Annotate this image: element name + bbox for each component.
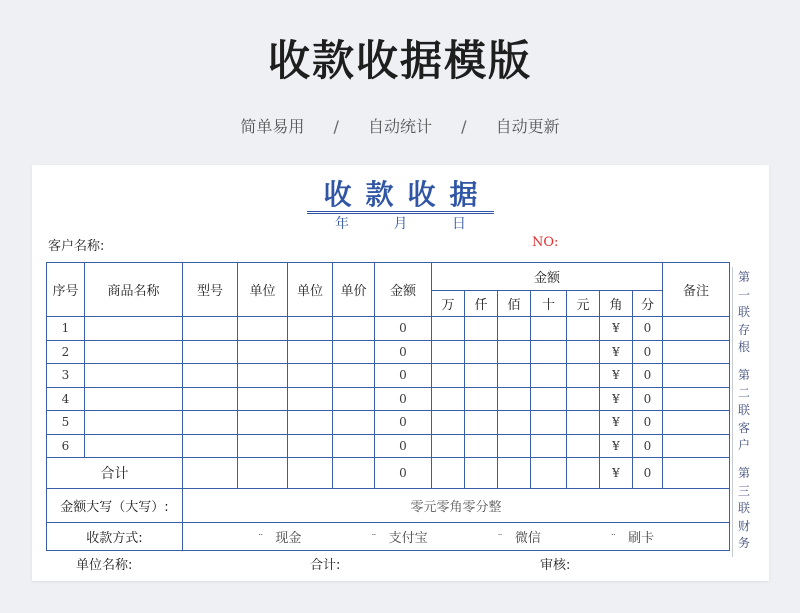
row-yen: ¥ <box>600 434 633 458</box>
payment-wechat-checkbox[interactable]: ¨ 微信 <box>497 531 541 546</box>
table-row <box>47 340 730 364</box>
row-yen: ¥ <box>600 411 633 435</box>
header-amount: 金额 <box>375 263 432 317</box>
payment-row <box>47 523 730 551</box>
cell-unit[interactable] <box>238 387 288 411</box>
feature-auto-stat: 自动统计 <box>367 117 432 136</box>
total-yen: ¥ <box>600 458 633 489</box>
customer-label: 客户名称: <box>48 239 105 254</box>
row-amount: 0 <box>375 364 432 388</box>
feature-auto-update: 自动更新 <box>495 117 560 136</box>
row-fen: 0 <box>633 364 663 388</box>
header-unit: 单位 <box>238 263 288 317</box>
row-seq: 2 <box>47 340 85 364</box>
cell-price[interactable] <box>333 340 375 364</box>
capital-label: 金额大写（大写）: <box>47 489 183 523</box>
header-unit: 单位 <box>288 263 333 317</box>
receipt-title: 收款收据 <box>32 173 769 213</box>
cell-unit[interactable] <box>288 317 333 341</box>
payment-alipay-checkbox[interactable]: ¨ 支付宝 <box>371 531 428 546</box>
total-row <box>47 458 730 489</box>
page-headline: 收款收据模版 <box>267 36 532 85</box>
receipt-table <box>46 262 730 551</box>
table-row <box>47 387 730 411</box>
header-remark: 备注 <box>663 263 730 317</box>
cell-unit[interactable] <box>238 411 288 435</box>
receipt-date: 年 月 日 <box>335 216 466 232</box>
cell-product[interactable] <box>85 387 183 411</box>
row-amount: 0 <box>375 411 432 435</box>
row-fen: 0 <box>633 434 663 458</box>
header-product: 商品名称 <box>85 263 183 317</box>
row-seq: 1 <box>47 317 85 341</box>
cell-price[interactable] <box>333 387 375 411</box>
total-fen: 0 <box>633 458 663 489</box>
cell-model[interactable] <box>183 411 238 435</box>
copy-label-customer: 第 二 联 客 户 <box>737 368 750 452</box>
cell-unit[interactable] <box>238 434 288 458</box>
row-fen: 0 <box>633 317 663 341</box>
row-amount: 0 <box>375 317 432 341</box>
total-label: 合计 <box>47 458 183 489</box>
cell-model[interactable] <box>183 364 238 388</box>
cell-model[interactable] <box>183 387 238 411</box>
receipt-no-label: NO: <box>532 235 559 250</box>
cell-unit[interactable] <box>288 364 333 388</box>
cell-unit[interactable] <box>288 340 333 364</box>
digit-header: 十 <box>531 291 567 317</box>
copy-labels <box>732 267 755 557</box>
cell-unit[interactable] <box>238 364 288 388</box>
digit-header: 仟 <box>465 291 498 317</box>
capital-row <box>47 489 730 523</box>
row-fen: 0 <box>633 387 663 411</box>
cell-unit[interactable] <box>238 340 288 364</box>
row-fen: 0 <box>633 411 663 435</box>
cell-model[interactable] <box>183 317 238 341</box>
cell-price[interactable] <box>333 411 375 435</box>
row-seq: 6 <box>47 434 85 458</box>
cell-product[interactable] <box>85 411 183 435</box>
cell-product[interactable] <box>85 317 183 341</box>
cell-unit[interactable] <box>238 317 288 341</box>
cell-unit[interactable] <box>288 387 333 411</box>
table-row <box>47 434 730 458</box>
feature-easy: 简单易用 <box>240 117 305 136</box>
feature-line <box>0 114 800 137</box>
payment-card-checkbox[interactable]: ¨ 刷卡 <box>610 531 655 546</box>
footer-total: 合计: <box>310 558 341 573</box>
capital-amount: 零元零角零分整 <box>183 489 730 523</box>
payment-options <box>183 523 730 551</box>
cell-product[interactable] <box>85 364 183 388</box>
row-yen: ¥ <box>600 340 633 364</box>
table-row <box>47 364 730 388</box>
copy-label-finance: 第 三 联 财 务 <box>737 466 750 550</box>
row-seq: 4 <box>47 387 85 411</box>
receipt-sheet <box>32 165 769 581</box>
row-yen: ¥ <box>600 317 633 341</box>
header-amount-group: 金额 <box>432 263 663 291</box>
total-amount: 0 <box>375 458 432 489</box>
cell-unit[interactable] <box>288 434 333 458</box>
row-amount: 0 <box>375 387 432 411</box>
digit-header: 角 <box>600 291 633 317</box>
cell-remark[interactable] <box>663 434 730 458</box>
cell-remark[interactable] <box>663 387 730 411</box>
header-price: 单价 <box>333 263 375 317</box>
copy-label-stub: 第 一 联 存 根 <box>737 270 750 354</box>
cell-remark[interactable] <box>663 411 730 435</box>
cell-product[interactable] <box>85 340 183 364</box>
digit-header: 分 <box>633 291 663 317</box>
cell-remark[interactable] <box>663 317 730 341</box>
digit-header: 佰 <box>498 291 531 317</box>
digit-header: 万 <box>432 291 465 317</box>
table-row <box>47 411 730 435</box>
cell-product[interactable] <box>85 434 183 458</box>
row-amount: 0 <box>375 340 432 364</box>
cell-remark[interactable] <box>663 340 730 364</box>
cell-unit[interactable] <box>288 411 333 435</box>
cell-price[interactable] <box>333 364 375 388</box>
table-row <box>47 317 730 341</box>
header-seq: 序号 <box>47 263 85 317</box>
cell-price[interactable] <box>333 317 375 341</box>
row-yen: ¥ <box>600 387 633 411</box>
cell-remark[interactable] <box>663 364 730 388</box>
separator: / <box>461 117 467 136</box>
footer-review: 审核: <box>540 558 571 573</box>
separator: / <box>333 117 339 136</box>
row-yen: ¥ <box>600 364 633 388</box>
row-seq: 3 <box>47 364 85 388</box>
cell-model[interactable] <box>183 434 238 458</box>
cell-model[interactable] <box>183 340 238 364</box>
row-fen: 0 <box>633 340 663 364</box>
payment-cash-checkbox[interactable]: ¨ 现金 <box>257 531 302 546</box>
footer-unit-name: 单位名称: <box>76 558 133 573</box>
digit-header: 元 <box>567 291 600 317</box>
header-model: 型号 <box>183 263 238 317</box>
payment-label: 收款方式: <box>47 523 183 551</box>
cell-price[interactable] <box>333 434 375 458</box>
row-amount: 0 <box>375 434 432 458</box>
row-seq: 5 <box>47 411 85 435</box>
